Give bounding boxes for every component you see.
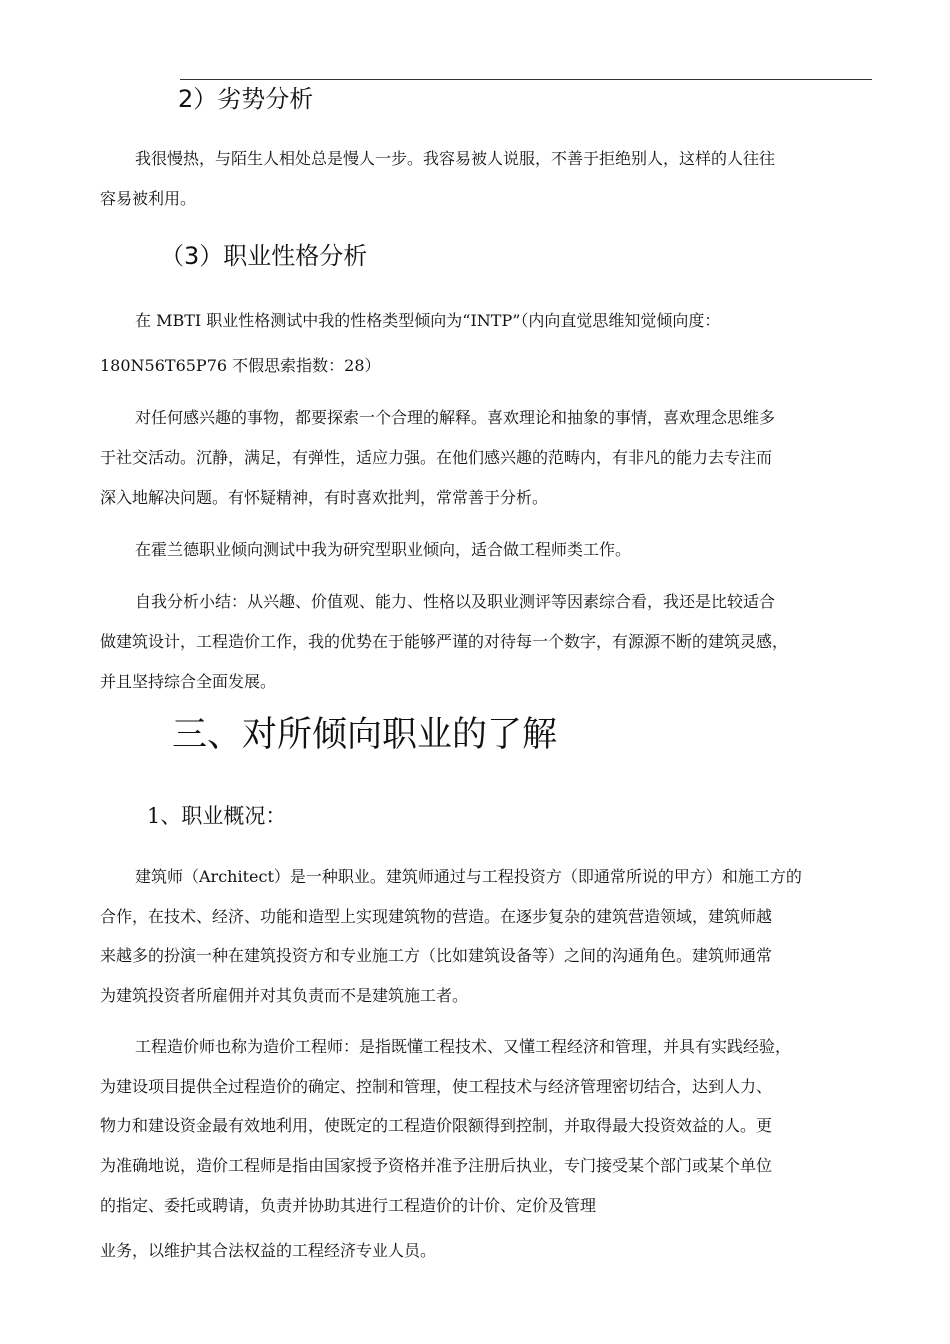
subsection-title: 1、职业概况： — [147, 804, 287, 828]
header-rule — [180, 79, 872, 80]
paragraph-interest-line-3: 深入地解决问题。有怀疑精神，有时喜欢批判，常常善于分析。 — [100, 488, 549, 507]
heading-weakness-analysis: 2）劣势分析 — [178, 85, 314, 113]
paragraph-weakness-line-2: 容易被利用。 — [100, 189, 197, 208]
paragraph-interest-line-1: 对任何感兴趣的事物，都要探索一个合理的解释。喜欢理论和抽象的事情，喜欢理念思维多 — [135, 408, 776, 427]
paragraph-architect-line-1: 建筑师（Architect）是一种职业。建筑师通过与工程投资方（即通常所说的甲方）和施工方的 — [135, 867, 802, 886]
paragraph-summary-line-2: 做建筑设计，工程造价工作，我的优势在于能够严谨的对待每一个数字，有源源不断的建筑灵感， — [100, 632, 789, 651]
paragraph-weakness-line-1: 我很慢热，与陌生人相处总是慢人一步。我容易被人说服，不善于拒绝别人，这样的人往往 — [135, 149, 776, 168]
paragraph-holland: 在霍兰德职业倾向测试中我为研究型职业倾向，适合做工程师类工作。 — [135, 540, 632, 559]
paragraph-summary-line-3: 并且坚持综合全面发展。 — [100, 672, 277, 691]
paragraph-summary-line-1: 自我分析小结：从兴趣、价值观、能力、性格以及职业测评等因素综合看，我还是比较适合 — [135, 592, 776, 611]
paragraph-cost-engineer-line-1: 工程造价师也称为造价工程师：是指既懂工程技术、又懂工程经济和管理，并具有实践经验， — [135, 1037, 792, 1056]
paragraph-mbti-line-1: 在 MBTI 职业性格测试中我的性格类型倾向为“INTP”（内向直觉思维知觉倾向度： — [135, 311, 721, 330]
paragraph-architect-line-2: 合作，在技术、经济、功能和造型上实现建筑物的营造。在逐步复杂的建筑营造领域，建筑师越 — [100, 907, 773, 926]
paragraph-architect-line-4: 为建筑投资者所雇佣并对其负责而不是建筑施工者。 — [100, 986, 469, 1005]
section-title: 三、对所倾向职业的了解 — [172, 715, 558, 755]
paragraph-cost-engineer-line-6: 业务，以维护其合法权益的工程经济专业人员。 — [100, 1241, 437, 1260]
paragraph-cost-engineer-line-5: 的指定、委托或聘请，负责并协助其进行工程造价的计价、定价及管理 — [100, 1196, 597, 1215]
paragraph-cost-engineer-line-3: 物力和建设资金最有效地利用，使既定的工程造价限额得到控制，并取得最大投资效益的人。更 — [100, 1116, 773, 1135]
heading-career-personality-analysis: （3）职业性格分析 — [160, 242, 368, 270]
paragraph-cost-engineer-line-2: 为建设项目提供全过程造价的确定、控制和管理，使工程技术与经济管理密切结合，达到人力、 — [100, 1077, 773, 1096]
paragraph-cost-engineer-line-4: 为准确地说，造价工程师是指由国家授予资格并准予注册后执业，专门接受某个部门或某个单位 — [100, 1156, 773, 1175]
paragraph-interest-line-2: 于社交活动。沉静，满足，有弹性，适应力强。在他们感兴趣的范畴内，有非凡的能力去专注而 — [100, 448, 773, 467]
paragraph-architect-line-3: 来越多的扮演一种在建筑投资方和专业施工方（比如建筑设备等）之间的沟通角色。建筑师通常 — [100, 946, 773, 965]
paragraph-mbti-line-2: 180N56T65P76 不假思索指数：28） — [100, 356, 381, 375]
